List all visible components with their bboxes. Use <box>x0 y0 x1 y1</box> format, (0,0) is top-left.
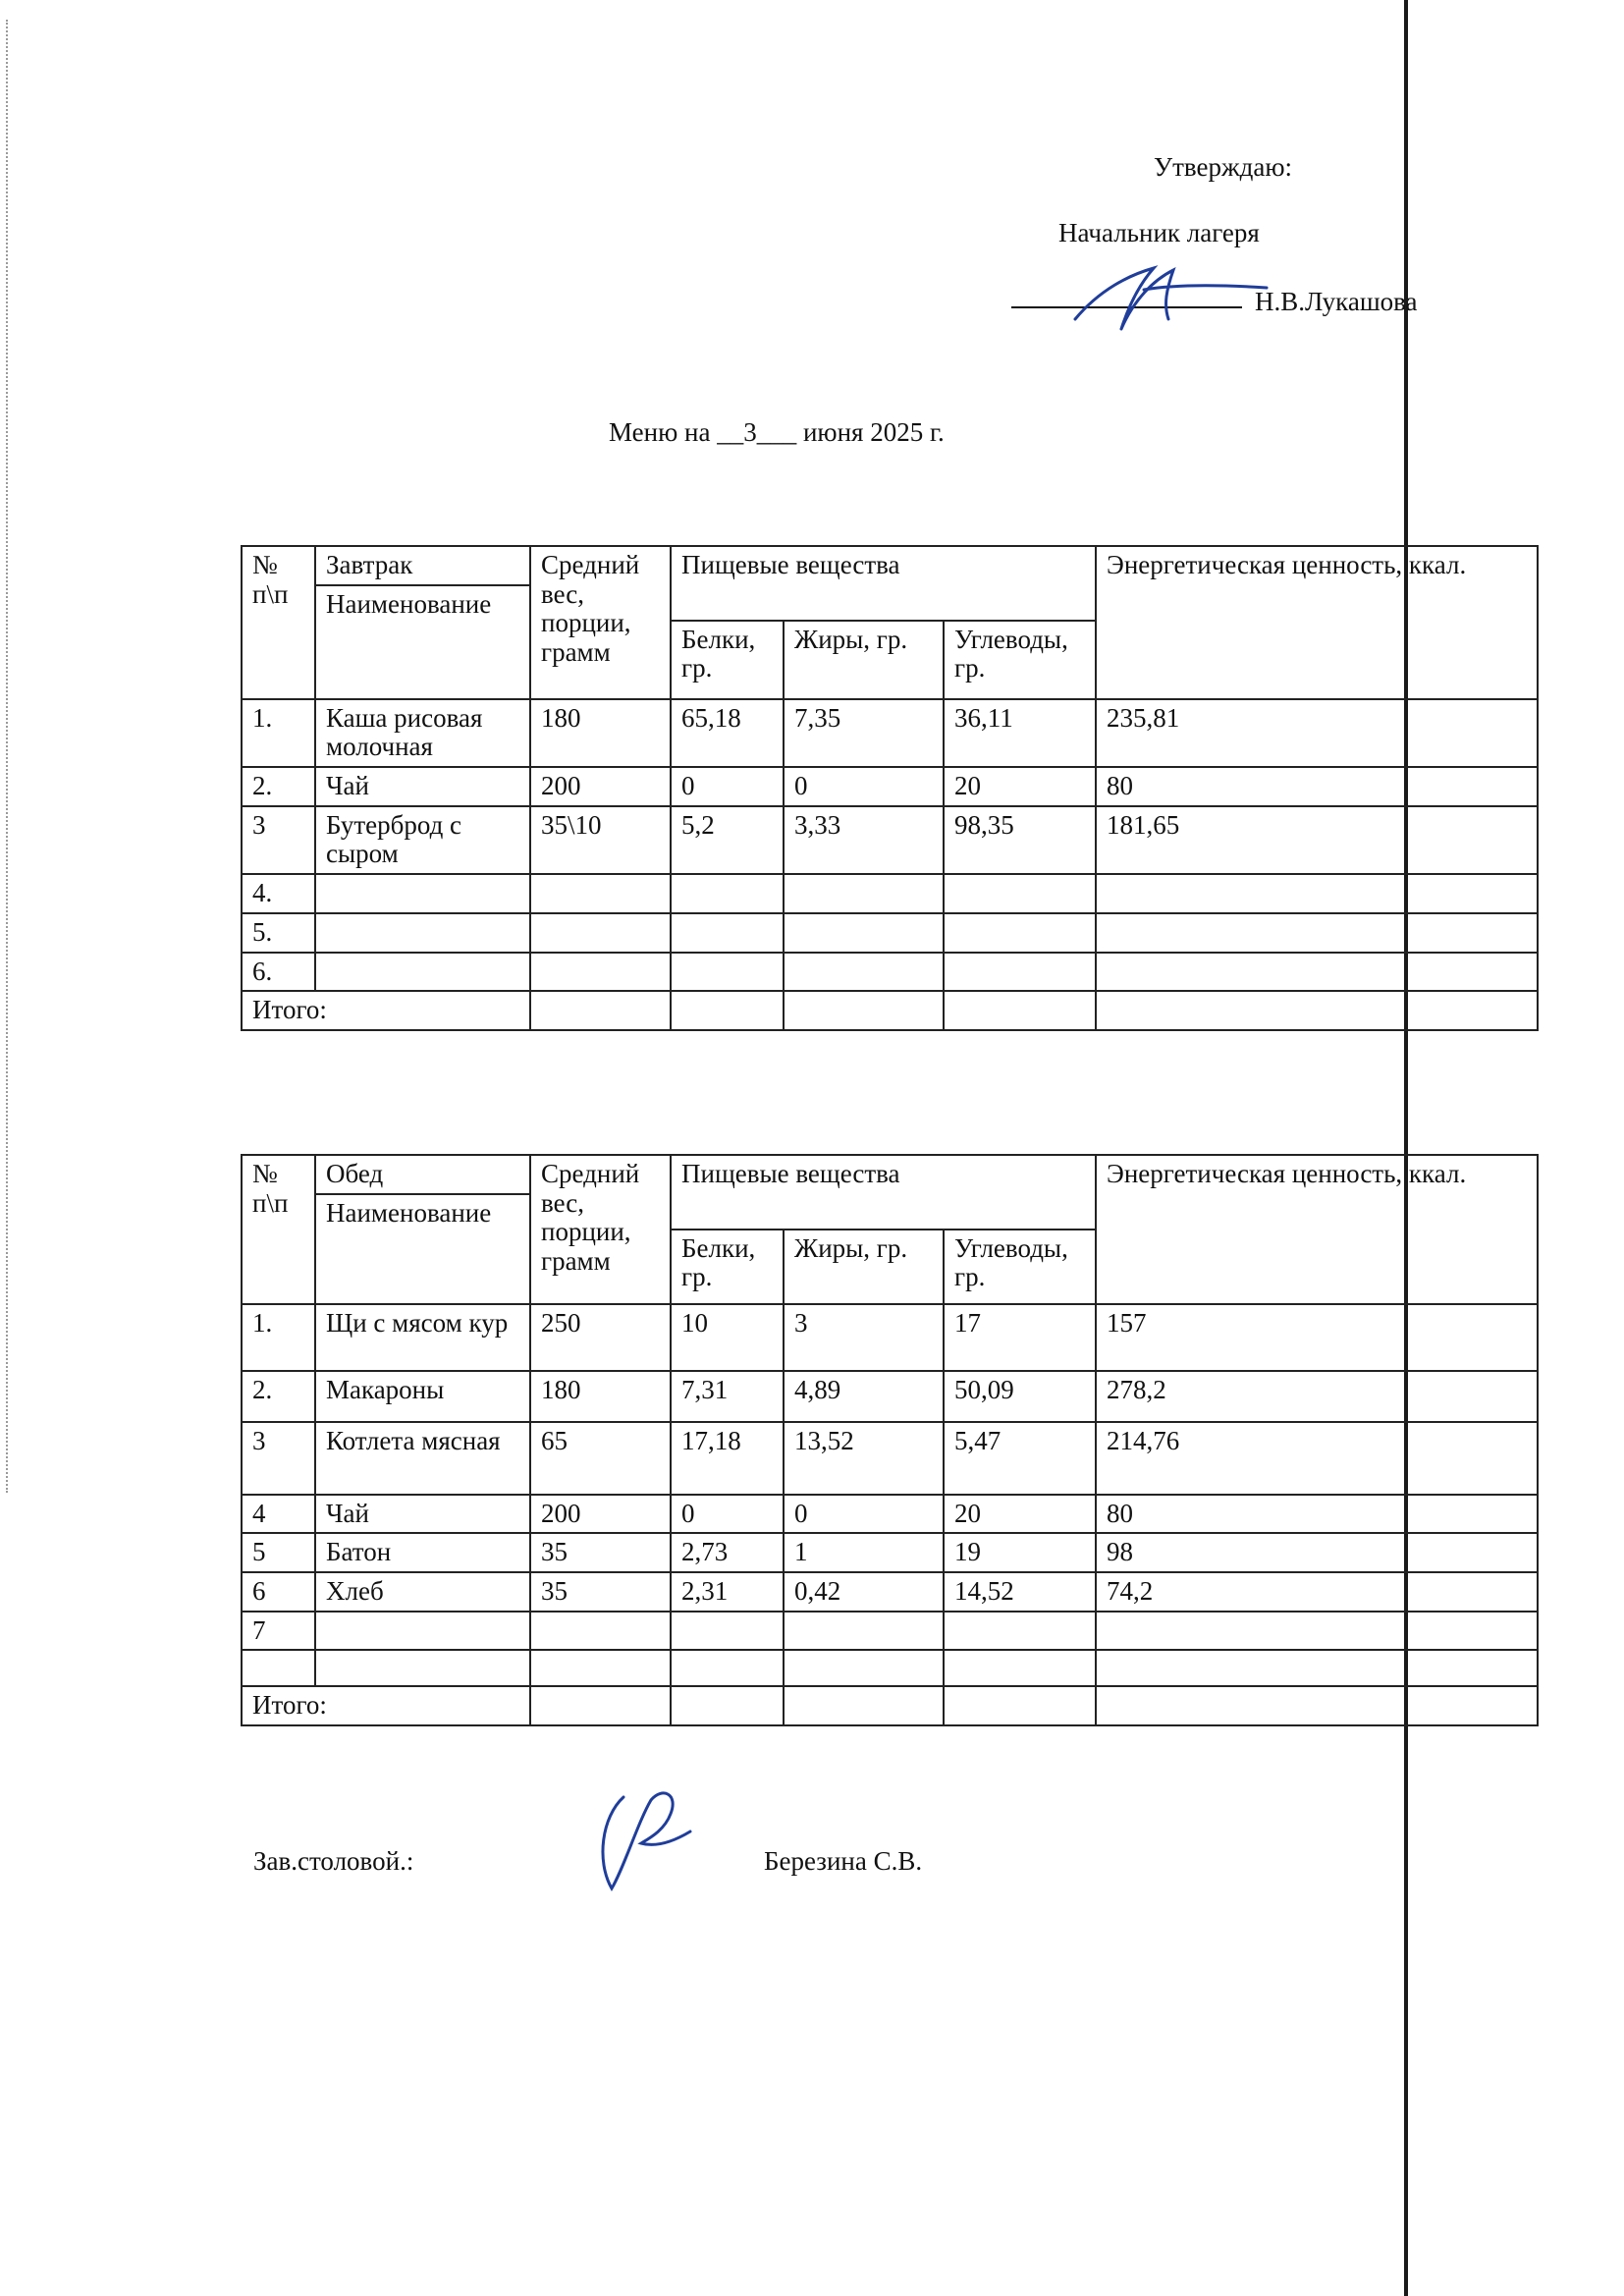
row-weight: 200 <box>530 1495 671 1534</box>
menu-title: Меню на __3___ июня 2025 г. <box>609 417 945 447</box>
row-name <box>315 913 530 953</box>
row-name <box>315 953 530 992</box>
col-name-header: Наименование <box>315 585 530 699</box>
row-name <box>315 1612 530 1651</box>
row-protein <box>671 1650 784 1686</box>
lunch-table <box>241 1154 1539 1726</box>
row-protein: 7,31 <box>671 1371 784 1422</box>
col-name-header: Наименование <box>315 1194 530 1304</box>
col-num-header: № п\п <box>242 546 315 699</box>
row-carbs: 20 <box>944 767 1096 806</box>
row-weight: 35 <box>530 1572 671 1612</box>
menu-title-prefix: Меню на <box>609 417 711 447</box>
row-weight <box>530 874 671 913</box>
col-num-header: № п\п <box>242 1155 315 1304</box>
row-fat: 3,33 <box>784 806 944 874</box>
row-protein <box>671 953 784 992</box>
table-row <box>242 1533 1538 1572</box>
col-protein-header: Белки, гр. <box>671 1230 784 1304</box>
row-energy <box>1096 953 1538 992</box>
row-name: Чай <box>315 1495 530 1534</box>
row-name: Хлеб <box>315 1572 530 1612</box>
table-row <box>242 953 1538 992</box>
row-weight: 35 <box>530 1533 671 1572</box>
row-num: 1. <box>242 1304 315 1371</box>
row-weight: 35\10 <box>530 806 671 874</box>
row-fat: 13,52 <box>784 1422 944 1495</box>
row-fat <box>784 953 944 992</box>
manager-signature-icon <box>584 1773 702 1900</box>
row-weight: 180 <box>530 1371 671 1422</box>
row-carbs <box>944 1650 1096 1686</box>
table-row <box>242 1304 1538 1371</box>
row-carbs: 5,47 <box>944 1422 1096 1495</box>
row-weight <box>530 913 671 953</box>
row-num: 6 <box>242 1572 315 1612</box>
row-name <box>315 874 530 913</box>
total-weight <box>530 991 671 1030</box>
footer-name: Березина С.В. <box>764 1846 923 1876</box>
row-num: 4 <box>242 1495 315 1534</box>
row-weight <box>530 1650 671 1686</box>
scan-left-dots <box>6 20 11 1493</box>
row-num: 1. <box>242 699 315 767</box>
row-energy: 80 <box>1096 1495 1538 1534</box>
total-protein <box>671 991 784 1030</box>
total-carbs <box>944 991 1096 1030</box>
row-carbs: 17 <box>944 1304 1096 1371</box>
row-protein: 5,2 <box>671 806 784 874</box>
row-energy <box>1096 913 1538 953</box>
row-name: Котлета мясная <box>315 1422 530 1495</box>
row-name: Бутерброд с сыром <box>315 806 530 874</box>
row-energy <box>1096 1650 1538 1686</box>
row-fat: 7,35 <box>784 699 944 767</box>
row-num: 3 <box>242 1422 315 1495</box>
row-fat: 1 <box>784 1533 944 1572</box>
row-num: 2. <box>242 1371 315 1422</box>
row-name: Щи с мясом кур <box>315 1304 530 1371</box>
row-num: 7 <box>242 1612 315 1651</box>
row-name: Батон <box>315 1533 530 1572</box>
menu-day: 3 <box>743 417 757 447</box>
meal-title: Завтрак <box>315 546 530 585</box>
row-fat <box>784 1650 944 1686</box>
row-protein: 2,73 <box>671 1533 784 1572</box>
total-carbs <box>944 1686 1096 1725</box>
row-fat: 0,42 <box>784 1572 944 1612</box>
total-fat <box>784 1686 944 1725</box>
row-num: 5. <box>242 913 315 953</box>
footer-label: Зав.столовой.: <box>253 1846 414 1876</box>
row-energy: 74,2 <box>1096 1572 1538 1612</box>
table-row <box>242 1650 1538 1686</box>
row-fat <box>784 913 944 953</box>
total-row <box>242 991 1538 1030</box>
row-energy: 278,2 <box>1096 1371 1538 1422</box>
col-energy-header: Энергетическая ценность, ккал. <box>1096 546 1538 699</box>
chief-title: Начальник лагеря <box>1058 218 1260 247</box>
row-fat: 3 <box>784 1304 944 1371</box>
row-fat: 0 <box>784 1495 944 1534</box>
meal-title: Обед <box>315 1155 530 1194</box>
row-energy: 157 <box>1096 1304 1538 1371</box>
row-carbs: 36,11 <box>944 699 1096 767</box>
row-num: 6. <box>242 953 315 992</box>
col-fat-header: Жиры, гр. <box>784 1230 944 1304</box>
row-carbs <box>944 1612 1096 1651</box>
row-num: 2. <box>242 767 315 806</box>
row-carbs <box>944 953 1096 992</box>
row-protein: 2,31 <box>671 1572 784 1612</box>
row-protein <box>671 913 784 953</box>
row-energy: 98 <box>1096 1533 1538 1572</box>
row-protein <box>671 874 784 913</box>
chief-signature-icon <box>1060 250 1286 339</box>
row-energy: 214,76 <box>1096 1422 1538 1495</box>
table-row <box>242 1612 1538 1651</box>
row-energy: 181,65 <box>1096 806 1538 874</box>
row-name: Каша рисовая молочная <box>315 699 530 767</box>
approve-label: Утверждаю: <box>1154 152 1293 182</box>
row-carbs <box>944 913 1096 953</box>
row-energy: 80 <box>1096 767 1538 806</box>
col-carbs-header: Углеводы, гр. <box>944 621 1096 699</box>
row-fat: 0 <box>784 767 944 806</box>
row-carbs: 19 <box>944 1533 1096 1572</box>
row-name: Чай <box>315 767 530 806</box>
scan-edge-line <box>1404 0 1408 2296</box>
row-num: 4. <box>242 874 315 913</box>
row-carbs: 98,35 <box>944 806 1096 874</box>
row-num: 3 <box>242 806 315 874</box>
total-label: Итого: <box>242 1686 530 1725</box>
row-energy <box>1096 874 1538 913</box>
total-energy <box>1096 1686 1538 1725</box>
row-weight: 65 <box>530 1422 671 1495</box>
col-carbs-header: Углеводы, гр. <box>944 1230 1096 1304</box>
table-row <box>242 1422 1538 1495</box>
total-weight <box>530 1686 671 1725</box>
row-weight: 250 <box>530 1304 671 1371</box>
row-fat <box>784 1612 944 1651</box>
row-fat <box>784 874 944 913</box>
table-row <box>242 913 1538 953</box>
chief-name: Н.В.Лукашова <box>1255 287 1418 316</box>
col-weight-header: Средний вес, порции, грамм <box>530 546 671 699</box>
table-row <box>242 699 1538 767</box>
row-carbs: 14,52 <box>944 1572 1096 1612</box>
col-nutrients-header: Пищевые вещества <box>671 1155 1096 1230</box>
total-fat <box>784 991 944 1030</box>
row-protein: 17,18 <box>671 1422 784 1495</box>
col-energy-header: Энергетическая ценность, ккал. <box>1096 1155 1538 1304</box>
row-energy: 235,81 <box>1096 699 1538 767</box>
row-protein: 0 <box>671 767 784 806</box>
row-carbs: 50,09 <box>944 1371 1096 1422</box>
row-weight <box>530 1612 671 1651</box>
col-protein-header: Белки, гр. <box>671 621 784 699</box>
row-carbs <box>944 874 1096 913</box>
row-protein: 10 <box>671 1304 784 1371</box>
row-weight: 200 <box>530 767 671 806</box>
total-row <box>242 1686 1538 1725</box>
total-label: Итого: <box>242 991 530 1030</box>
row-num <box>242 1650 315 1686</box>
table-row <box>242 806 1538 874</box>
row-num: 5 <box>242 1533 315 1572</box>
table-row <box>242 767 1538 806</box>
table-row <box>242 874 1538 913</box>
col-fat-header: Жиры, гр. <box>784 621 944 699</box>
total-protein <box>671 1686 784 1725</box>
row-protein: 0 <box>671 1495 784 1534</box>
row-weight: 180 <box>530 699 671 767</box>
table-row <box>242 1572 1538 1612</box>
row-protein <box>671 1612 784 1651</box>
menu-month-year: июня 2025 г. <box>802 417 945 447</box>
row-name: Макароны <box>315 1371 530 1422</box>
table-row <box>242 1371 1538 1422</box>
row-fat: 4,89 <box>784 1371 944 1422</box>
row-name <box>315 1650 530 1686</box>
table-row <box>242 1495 1538 1534</box>
total-energy <box>1096 991 1538 1030</box>
row-protein: 65,18 <box>671 699 784 767</box>
row-weight <box>530 953 671 992</box>
row-energy <box>1096 1612 1538 1651</box>
col-nutrients-header: Пищевые вещества <box>671 546 1096 621</box>
row-carbs: 20 <box>944 1495 1096 1534</box>
breakfast-table <box>241 545 1539 1031</box>
col-weight-header: Средний вес, порции, грамм <box>530 1155 671 1304</box>
